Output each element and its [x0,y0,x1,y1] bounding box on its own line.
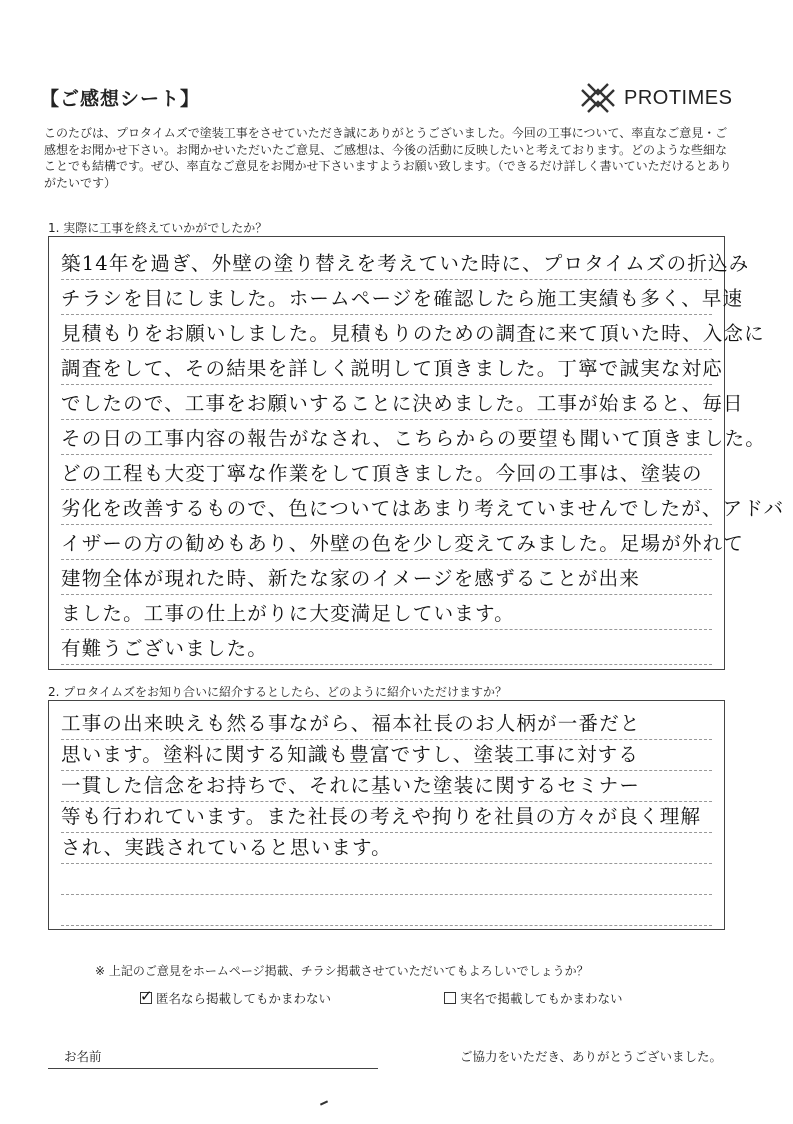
consent-option-anonymous-label: 匿名なら掲載してもかまわない [156,991,332,1006]
checkbox-realname[interactable] [444,992,456,1004]
answer-2-line [61,895,712,926]
answer-1-line: 有難うございました。 [61,634,712,665]
answer-1-line: チラシを目にしました。ホームページを確認したら施工実績も多く、早速 [61,284,712,315]
answer-1-line: 劣化を改善するもので、色についてはあまり考えていませんでしたが、アドバ [61,494,712,525]
name-field-line [48,1068,378,1069]
answer-1-line: その日の工事内容の報告がなされ、こちらからの要望も聞いて頂きました。 [61,424,712,455]
answer-1-line: 見積もりをお願いしました。見積もりのための調査に来て頂いた時、入念に [61,319,712,350]
checkmark-icon: ✓ [140,987,153,1005]
answer-1-line: イザーの方の勧めもあり、外壁の色を少し変えてみました。足場が外れて [61,529,712,560]
answer-1-line: ました。工事の仕上がりに大変満足しています。 [61,599,712,630]
answer-1-line: どの工程も大変丁寧な作業をして頂きました。今回の工事は、塗装の [61,459,712,490]
answer-2-line: 一貫した信念をお持ちで、それに基いた塗装に関するセミナー [61,771,712,802]
stray-pen-mark [320,1100,328,1105]
answer-2-line [61,864,712,895]
name-label: お名前 [64,1049,102,1064]
logo [578,78,732,118]
answer-1-line: 建物全体が現れた時、新たな家のイメージを感ずることが出来 [61,564,712,595]
question-1-label: 1. 実際に工事を終えていかがでしたか？ [48,221,268,235]
checkbox-anonymous[interactable] [140,987,153,1005]
answer-2-line: 思います。塗料に関する知識も豊富ですし、塗装工事に対する [61,740,712,771]
thanks-text: ご協力をいただき、ありがとうございました。 [460,1049,723,1064]
intro-text: このたびは、プロタイムズで塗装工事をさせていただき誠にありがとうございました。今回の工事について、率直なご意見・ご感想をお聞かせ下さい。お聞かせいただいたご意見、ご感想は、今後の活動に反映したいと考えております。どのような些細なことでも結構です。ぜひ、率直なご意見をお聞かせ下さいますようお願い致します。（できるだけ詳しく書いていただけるとありがたいです） [44,126,732,190]
consent-option-realname-label: 実名で掲載してもかまわない [460,991,623,1006]
consent-question: ※ 上記のご意見をホームページ掲載、チラシ掲載させていただいてもよろしいでしょうか？ [95,964,589,978]
answer-2-line: 工事の出来映えも然る事ながら、福本社長のお人柄が一番だと [61,709,712,740]
consent-option-anonymous[interactable] [140,989,331,1007]
logo-text: PROTIMES [624,86,733,109]
answer-1-box [48,236,785,670]
page-title: 【ご感想シート】 [40,88,201,110]
consent-option-realname[interactable] [444,989,623,1007]
answer-2-line: 等も行われています。また社長の考えや拘りを社員の方々が良く理解 [61,802,712,833]
answer-1-line: 築14年を過ぎ、外壁の塗り替えを考えていた時に、プロタイムズの折込み [61,249,712,280]
answer-2-line: され、実践されていると思います。 [61,833,712,864]
answer-2-box [48,700,725,930]
answer-1-line: 調査をして、その結果を詳しく説明して頂きました。丁寧で誠実な対応 [61,354,712,385]
answer-1-line: でしたので、工事をお願いすることに決めました。工事が始まると、毎日 [61,389,712,420]
protimes-logo-icon [578,78,618,118]
question-2-label: 2. プロタイムズをお知り合いに紹介するとしたら、どのように紹介いただけますか？ [48,685,508,699]
